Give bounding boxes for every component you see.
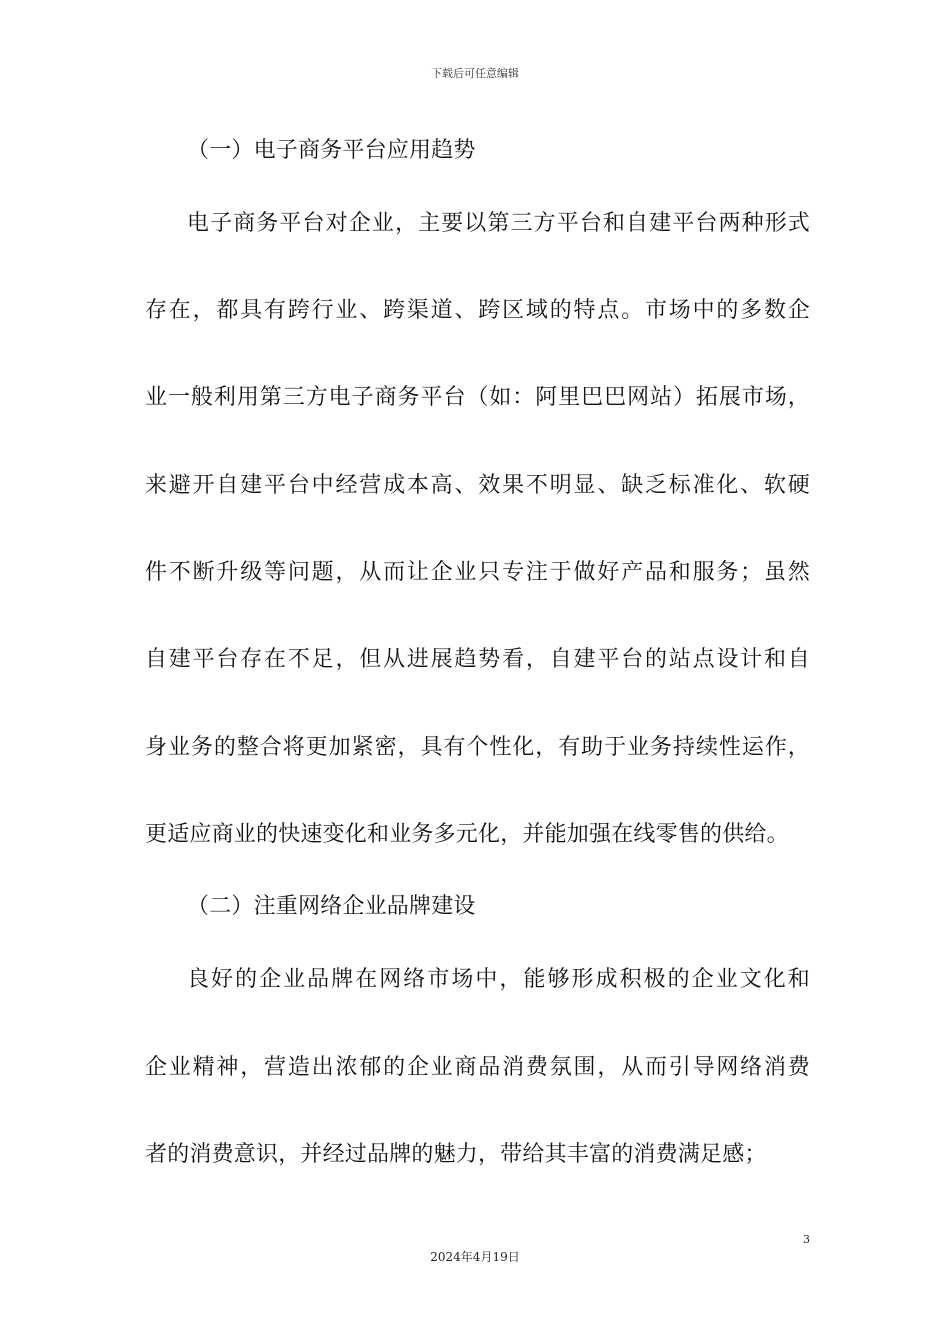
page-number: 3 [803, 1233, 810, 1246]
paragraph-line: 者的消费意识，并经过品牌的魅力，带给其丰富的消费满足感； [145, 1142, 767, 1167]
paragraph-line: 更适应商业的快速变化和业务多元化，并能加强在线零售的供给。 [145, 822, 789, 847]
paragraph-line: 存在，都具有跨行业、跨渠道、跨区域的特点。市场中的多数企 [145, 298, 810, 323]
paragraph-line: 身业务的整合将更加紧密，具有个性化，有助于业务持续性运作， [145, 735, 810, 760]
section-heading-1: （一）电子商务平台应用趋势 [187, 138, 476, 163]
paragraph-line: 件不断升级等问题，从而让企业只专注于做好产品和服务；虽然 [145, 560, 810, 585]
paragraph-line: 电子商务平台对企业，主要以第三方平台和自建平台两种形式 [187, 211, 810, 236]
paragraph-line: 来避开自建平台中经营成本高、效果不明显、缺乏标准化、软硬 [145, 473, 810, 498]
paragraph-line: 自建平台存在不足，但从进展趋势看，自建平台的站点设计和自 [145, 647, 810, 672]
page-header: 下载后可任意编辑 [431, 67, 519, 80]
paragraph-line: 业一般利用第三方电子商务平台（如：阿里巴巴网站）拓展市场， [145, 385, 810, 410]
section-heading-2: （二）注重网络企业品牌建设 [187, 894, 476, 919]
page-footer-date: 2024年4月19日 [430, 1250, 520, 1264]
paragraph-line: 企业精神，营造出浓郁的企业商品消费氛围，从而引导网络消费 [145, 1055, 810, 1080]
paragraph-line: 良好的企业品牌在网络市场中，能够形成积极的企业文化和 [187, 967, 810, 992]
